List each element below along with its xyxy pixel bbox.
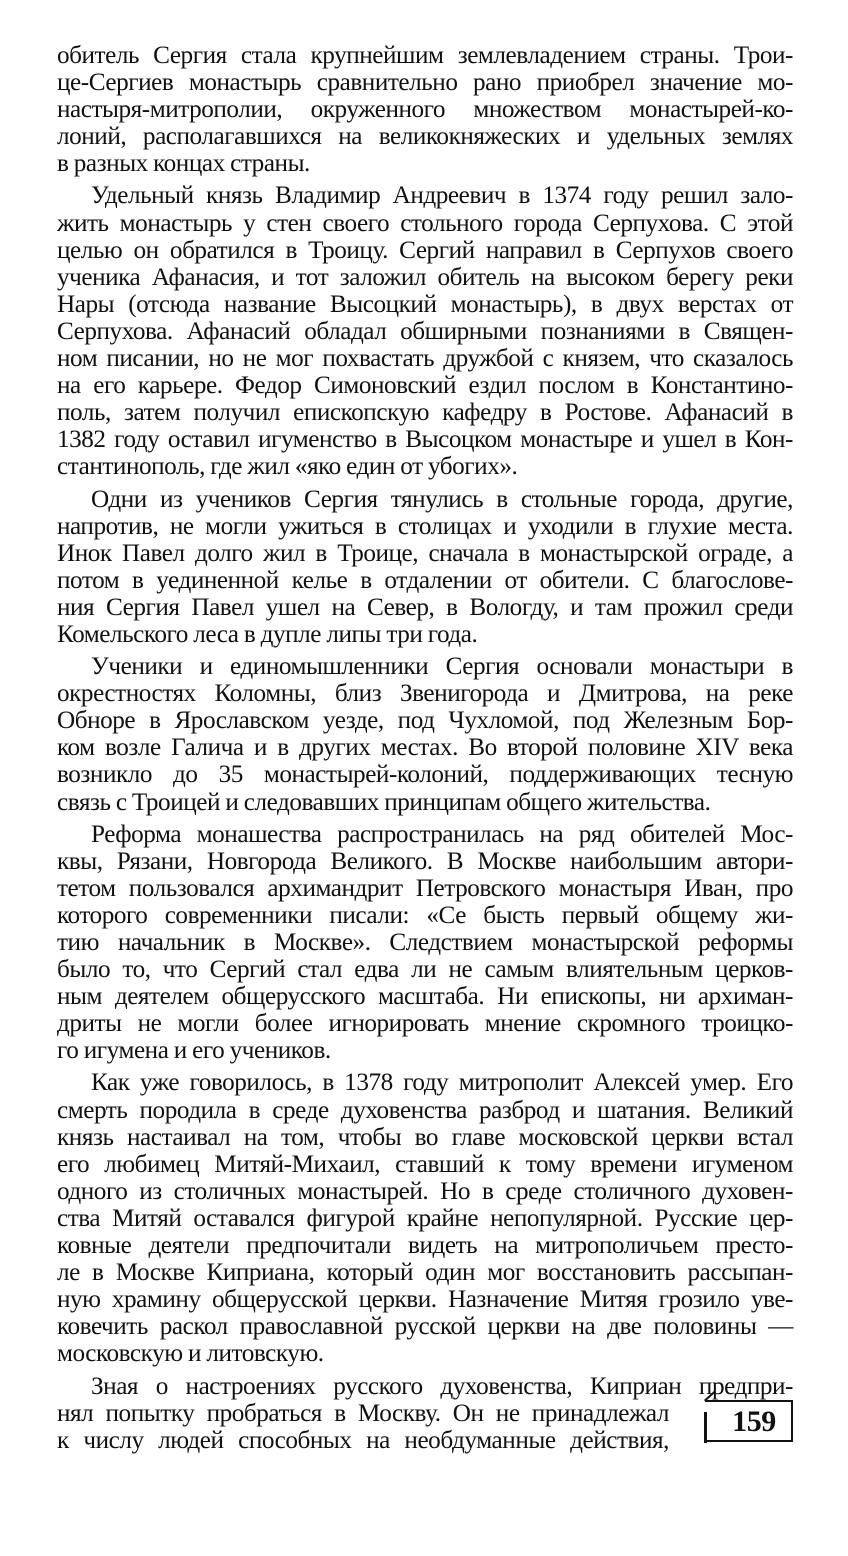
text-line: одного из столичных монастырей. Но в среде столичного духовен- — [57, 1177, 793, 1205]
text-line: нял попытку пробраться в Москву. Он не принадлежал — [57, 1399, 669, 1427]
text-line: связь с Троицей и следовавших принципам общего жительства. — [57, 788, 711, 816]
text-line: стантинополь, где жил «яко един от убогих». — [57, 453, 518, 481]
text-line: окрестностях Коломны, близ Звенигорода и Дмитрова, на реке — [57, 680, 793, 708]
text-line: го игумена и его учеников. — [57, 1037, 331, 1065]
text-line: было то, что Сергий стал едва ли не самым влиятельным церков- — [57, 956, 793, 984]
text-line: ковные деятели предпочитали видеть на митрополичьем престо- — [57, 1232, 793, 1260]
text-line: Ученики и единомышленники Сергия основали монастыри в — [91, 653, 793, 681]
text-line: напротив, не могли ужиться в столицах и уходили в глухие места. — [57, 512, 793, 540]
text-line: московскую и литовскую. — [57, 1340, 324, 1368]
text-line: жить монастырь у стен своего стольного города Серпухова. С этой — [57, 209, 793, 237]
text-line: ства Митяй оставался фигурой крайне непопулярной. Русские цер- — [57, 1204, 793, 1232]
text-line: Одни из учеников Сергия тянулись в стольные города, другие, — [91, 485, 793, 513]
text-line: князь настаивал на том, чтобы во главе московской церкви встал — [57, 1123, 793, 1151]
text-line: поль, затем получил епископскую кафедру в Ростове. Афанасий в — [57, 399, 793, 427]
text-line: в разных концах страны. — [57, 150, 310, 178]
text-line: Реформа монашества распространилась на ряд обителей Мос- — [91, 820, 793, 848]
text-line: на его карьере. Федор Симоновский ездил послом в Константино- — [57, 372, 793, 400]
paragraph-2 — [57, 182, 793, 480]
text-line: квы, Рязани, Новгорода Великого. В Москве наибольшим автори- — [57, 847, 793, 875]
paragraph-3 — [57, 486, 793, 649]
paragraph-5 — [57, 821, 793, 1065]
text-line: которого современники писали: «Се бысть первый общему жи- — [57, 901, 793, 929]
paragraph-6 — [57, 1069, 793, 1367]
paragraph-4 — [57, 653, 793, 816]
text-line: его любимец Митяй-Михаил, ставший к тому времени игуменом — [57, 1150, 793, 1178]
text-line: Нары (отсюда название Высоцкий монастырь), в двух верстах от — [57, 290, 793, 318]
text-line: Серпухова. Афанасий обладал обширными познаниями в Священ- — [57, 317, 793, 345]
page-number: 159 — [705, 1400, 793, 1442]
text-line: Как уже говорилось, в 1378 году митрополит Алексей умер. Его — [91, 1069, 793, 1097]
text-line: смерть породила в среде духовенства разброд и шатания. Великий — [57, 1096, 793, 1124]
text-line: возникло до 35 монастырей-колоний, поддерживающих тесную — [57, 761, 793, 789]
page-text — [57, 42, 793, 1454]
text-line: настыря-митрополии, окруженного множеством монастырей-ко- — [57, 96, 793, 124]
text-line: потом в уединенной келье в отдалении от обители. С благослове- — [57, 566, 793, 594]
text-line: дриты не могли более игнорировать мнение скромного троицко- — [57, 1010, 793, 1038]
text-line: Обноре в Ярославском уезде, под Чухломой, под Железным Бор- — [57, 707, 793, 735]
text-line: 1382 году оставил игуменство в Высоцком монастыре и ушел в Кон- — [57, 426, 793, 454]
paragraph-1 — [57, 42, 793, 177]
text-line: тию начальник в Москве». Следствием монастырской реформы — [57, 929, 793, 956]
text-line: ния Сергия Павел ушел на Север, в Вологду, и там прожил среди — [57, 593, 793, 621]
text-line: тетом пользовался архимандрит Петровского монастыря Иван, про — [57, 874, 793, 902]
text-line: ном писании, но не мог похвастать дружбой с князем, что сказалось — [57, 345, 793, 373]
text-line: к числу людей способных на необдуманные действия, — [57, 1426, 669, 1454]
text-line: обитель Сергия стала крупнейшим землевладением страны. Трои- — [57, 42, 793, 69]
text-line: Зная о настроениях русского духовенства, Киприан предпри- — [91, 1372, 793, 1400]
text-line: ученика Афанасия, и тот заложил обитель на высоком берегу реки — [57, 263, 793, 291]
text-line: ную храмину общерусской церкви. Назначение Митяя грозило уве- — [57, 1286, 793, 1314]
paragraph-7 — [57, 1373, 793, 1454]
text-line: ковечить раскол православной русской церкви на две половины — — [57, 1313, 793, 1341]
text-line: це-Сергиев монастырь сравнительно рано приобрел значение мо- — [57, 69, 793, 97]
text-line: Комельского леса в дупле липы три года. — [57, 620, 478, 648]
text-line: ле в Москве Киприана, который один мог восстановить рассыпан- — [57, 1259, 793, 1287]
text-line: Инок Павел долго жил в Троице, сначала в монастырской ограде, а — [57, 539, 793, 567]
text-line: целью он обратился в Троицу. Сергий направил в Серпухов своего — [57, 236, 793, 264]
text-line: ным деятелем общерусского масштаба. Ни епископы, ни архиман- — [57, 983, 793, 1011]
text-line: лоний, располагавшихся на великокняжеских и удельных землях — [57, 123, 793, 151]
text-line: ком возле Галича и в других местах. Во второй половине XIV века — [57, 734, 793, 762]
text-line: Удельный князь Владимир Андреевич в 1374 году решил зало- — [91, 182, 793, 210]
